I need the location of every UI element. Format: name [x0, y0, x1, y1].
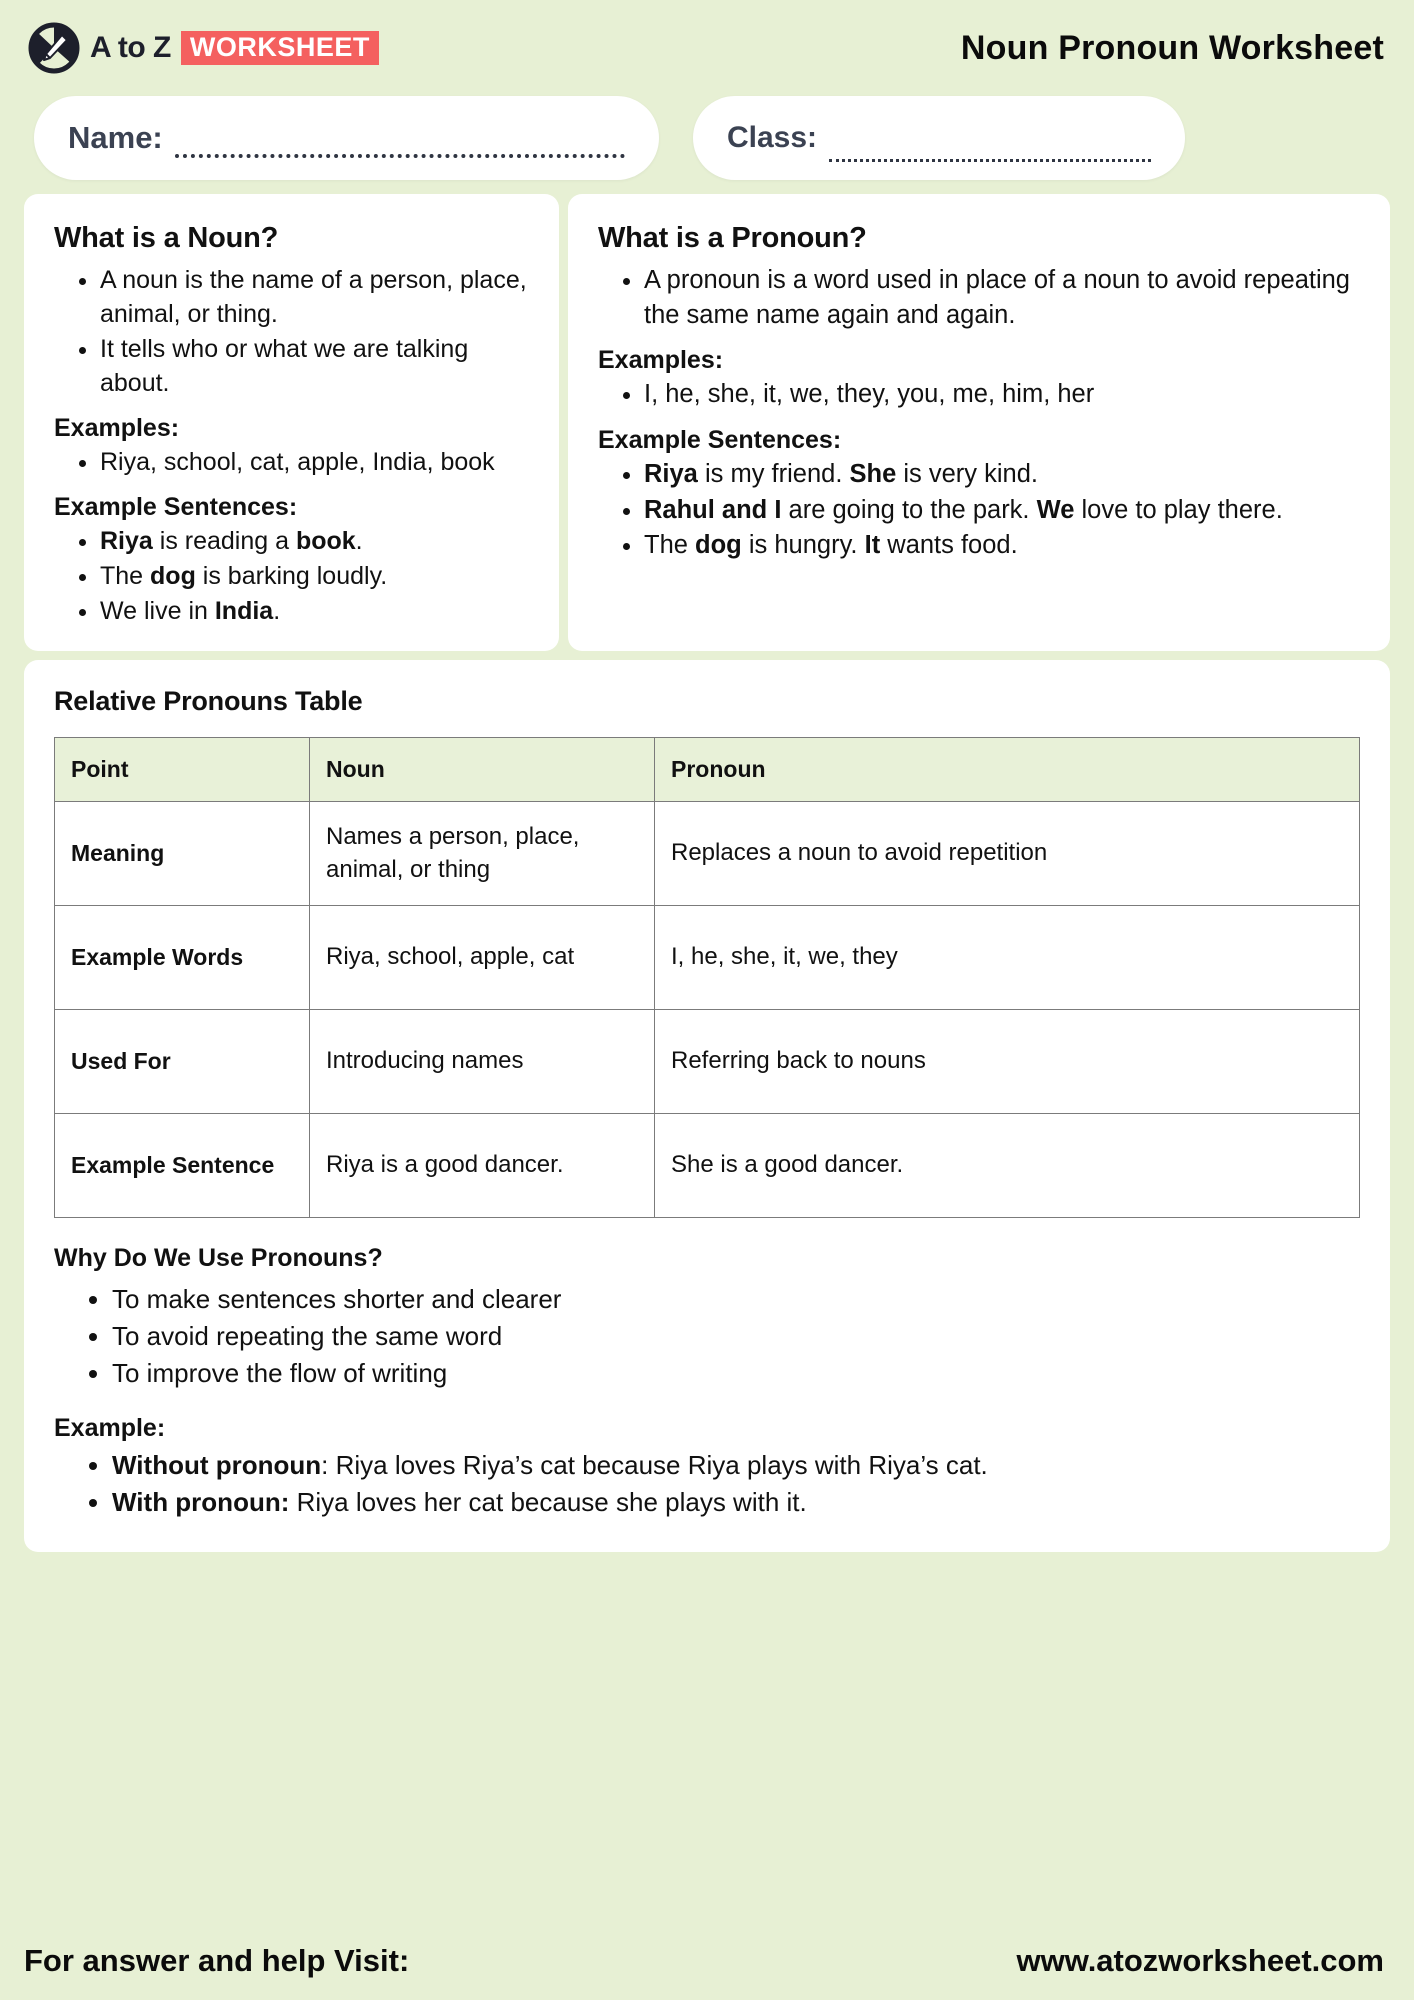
sentence-bold-2: book [295, 527, 356, 555]
name-label: Name: [68, 120, 163, 155]
noun-examples-label: Examples: [54, 414, 180, 442]
list-item [112, 1447, 1360, 1485]
brand-name: A to Z [90, 31, 171, 64]
noun-card-heading: What is a Noun? [54, 222, 279, 254]
cell-noun: Names a person, place, animal, or thing [310, 802, 655, 906]
example-text: Riya loves her cat because she plays with it. [289, 1487, 807, 1518]
sentence-mid: is my friend. [697, 460, 850, 489]
page-header [0, 0, 1414, 96]
comparison-panel [24, 660, 1390, 1552]
row-label: Example Sentence [55, 1114, 310, 1218]
student-info-bar [0, 96, 1414, 180]
list-item [644, 528, 1360, 563]
pronoun-sentences-label: Example Sentences: [598, 426, 842, 455]
table-row [55, 802, 1360, 906]
footer-website-link[interactable]: www.atozworksheet.com [1016, 1943, 1384, 1978]
class-input-line[interactable] [829, 159, 1151, 162]
pronoun-definition-list [598, 263, 1360, 332]
list-item: • I, he, she, it, we, they, you, me, him, her [644, 377, 1360, 412]
cell-pronoun: Referring back to nouns [655, 1010, 1360, 1114]
cell-noun: Riya is a good dancer. [310, 1114, 655, 1218]
pronoun-card [568, 194, 1390, 651]
row-label: Used For [55, 1010, 310, 1114]
quill-circle-logo-icon [28, 22, 80, 74]
cell-noun: Riya, school, apple, cat [310, 906, 655, 1010]
list-item [100, 559, 529, 593]
name-field[interactable] [34, 96, 659, 180]
sentence-pre: We live in [100, 597, 215, 625]
sentence-bold-1: India [214, 597, 274, 625]
list-item: • To make sentences shorter and clearer [112, 1281, 1360, 1318]
list-item [100, 594, 529, 628]
sentence-post: is very kind. [896, 460, 1038, 489]
why-section-list [54, 1281, 1360, 1392]
noun-card [24, 194, 559, 651]
sentence-mid: are going to the park. [781, 495, 1037, 524]
example-bold-label: Without pronoun [112, 1449, 322, 1480]
sentence-mid: . [273, 597, 281, 625]
list-item: • Riya, school, cat, apple, India, book [100, 445, 529, 479]
name-input-line[interactable] [175, 154, 625, 158]
noun-pronoun-comparison-table [54, 737, 1360, 1218]
sentence-bold-2: It [864, 531, 881, 560]
sentence-mid: is barking loudly. [195, 562, 388, 590]
cell-pronoun: Replaces a noun to avoid repetition [655, 802, 1360, 906]
class-field[interactable] [693, 96, 1185, 180]
page-footer [0, 1922, 1414, 2000]
column-header-noun: Noun [310, 738, 655, 802]
cell-pronoun: She is a good dancer. [655, 1114, 1360, 1218]
noun-definition-list [54, 263, 529, 400]
noun-sentences-list [54, 524, 529, 628]
footer-help-text: For answer and help Visit: [24, 1943, 410, 1978]
list-item: • A pronoun is a word used in place of a noun to avoid repeating the same name again and again. [644, 263, 1360, 332]
table-row [55, 1114, 1360, 1218]
sentence-bold-1: Riya [100, 527, 153, 555]
sentence-post: wants food. [880, 531, 1018, 560]
table-section-heading: Relative Pronouns Table [54, 686, 363, 716]
list-item [644, 457, 1360, 492]
brand-logo [28, 22, 379, 74]
sentence-bold-2: We [1036, 495, 1075, 524]
brand-tag: WORKSHEET [181, 31, 379, 65]
sentence-pre: The [100, 562, 151, 590]
list-item: • To improve the flow of writing [112, 1355, 1360, 1392]
why-section-heading: Why Do We Use Pronouns? [54, 1244, 383, 1272]
list-item [100, 524, 529, 558]
sentence-post: love to play there. [1074, 495, 1283, 524]
cell-pronoun: I, he, she, it, we, they [655, 906, 1360, 1010]
sentence-bold-1: Riya [644, 460, 698, 489]
sentence-bold-1: dog [150, 562, 196, 590]
column-header-pronoun: Pronoun [655, 738, 1360, 802]
row-label: Example Words [55, 906, 310, 1010]
column-header-point: Point [55, 738, 310, 802]
pronoun-examples-list [598, 377, 1360, 412]
class-label: Class: [727, 121, 818, 154]
pronoun-examples-label: Examples: [598, 346, 724, 375]
sentence-mid: is hungry. [741, 531, 865, 560]
pronoun-card-heading: What is a Pronoun? [598, 222, 867, 254]
sentence-mid: is reading a [152, 527, 296, 555]
sentence-bold-2: She [849, 460, 897, 489]
cell-noun: Introducing names [310, 1010, 655, 1114]
pronoun-sentences-list [598, 457, 1360, 563]
sentence-bold-1: Rahul and I [644, 495, 782, 524]
row-label: Meaning [55, 802, 310, 906]
example-text: : Riya loves Riya’s cat because Riya plays with Riya’s cat. [321, 1449, 988, 1480]
list-item: • To avoid repeating the same word [112, 1318, 1360, 1355]
definition-cards [0, 194, 1414, 651]
example-bold-label: With pronoun: [112, 1487, 290, 1518]
list-item [112, 1484, 1360, 1522]
sentence-pre: The [644, 531, 696, 560]
noun-sentences-label: Example Sentences: [54, 493, 298, 521]
table-row [55, 906, 1360, 1010]
table-row [55, 1010, 1360, 1114]
table-header-row [55, 738, 1360, 802]
sentence-bold-1: dog [695, 531, 742, 560]
example-section-label: Example: [54, 1413, 166, 1442]
sentence-post: . [355, 527, 363, 555]
list-item [644, 493, 1360, 528]
page-title: Noun Pronoun Worksheet [960, 28, 1384, 67]
list-item: • It tells who or what we are talking about. [100, 332, 529, 400]
noun-examples-list [54, 445, 529, 479]
example-section-list [54, 1447, 1360, 1522]
list-item: • A noun is the name of a person, place, animal, or thing. [100, 263, 529, 331]
